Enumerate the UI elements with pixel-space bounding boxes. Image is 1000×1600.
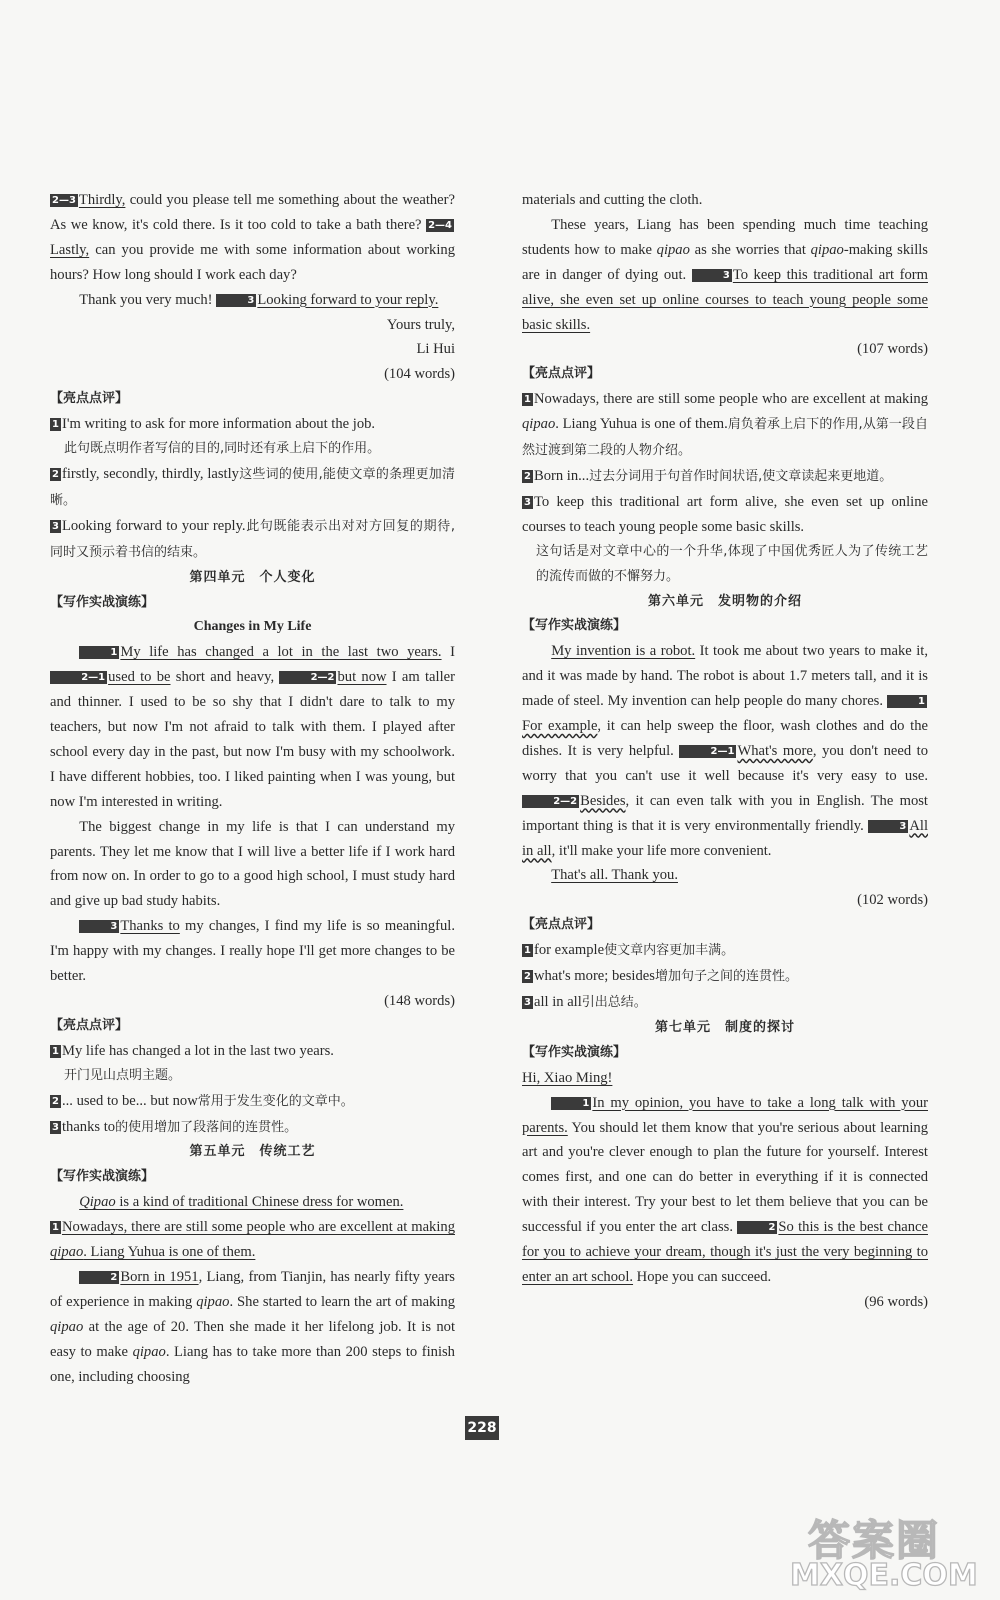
word-count: (104 words) [384,366,455,383]
letter-paragraph-1: 2—3 Thirdly, could you please tell me something about the weather? As we know, it's cold there. Is it too cold to take a bath there? 2—4Lastly, can you provide me with some information about working hours? How long should I work each day? [50,192,455,283]
review-item: 3 all in all引出总结。 [524,994,647,1010]
watermark-logo: 答案圈 [808,1516,941,1565]
marker-tag: 2—3 [52,195,76,206]
practice-header: 【写作实战演练】 [50,1169,155,1185]
review-item-zh: 这句话是对文章中心的一个升华,体现了中国优秀匠人为了传统工艺的流传而做的不懈努力。 [536,543,928,584]
watermark [790,1508,980,1594]
review-header: 【亮点点评】 [50,391,129,407]
essay-title: Changes in My Life [193,619,312,635]
practice-header: 【写作实战演练】 [522,618,627,634]
essay-paragraph: These years, Liang has been spending much time teaching students how to make qipao as she worries that qipao-making skills are in danger of dying out. 3 To keep this traditional art form alive, she even set up online courses to teach young people some basic skills. [522,216,928,333]
letter-body: 1 In my opinion, you have to take a long talk with your parents. You should let them know that you're serious about learning art and you're clever enough to plan the future for yourself. Interest comes first, and one can do better in everything if it is connected with their interest. Try your best to let them believe that you can be successful if you enter the art class. 2 So this is the best chance for you to achieve your dream, though it's just the very beginning to enter an art school. Hope you can succeed. [522,1094,928,1285]
review-item: 2 firstly, secondly, thirdly, lastly这些词的使用,能使文章的条理更加清晰。 [50,465,455,508]
practice-header: 【写作实战演练】 [522,1044,627,1060]
marker-tag: 3 [216,294,256,307]
review-item-zh: 开门见山点明主题。 [64,1067,182,1083]
review-item: 1 Nowadays, there are still some people who are excellent at making qipao. Liang Yuhua is one of them.肩负着承上启下的作用,从第一段自然过渡到第二段的人物介绍。 [522,391,928,459]
essay-paragraph: 2 Born in 1951, Liang, from Tianjin, has nearly fifty years of experience in making qipao. She started to learn the art of making qipao at the age of 20. Then she made it her lifelong job. It is not easy to make qipao. Liang has to take more than 200 steps to finish one, including choosing [50,1268,455,1385]
unit-title: 第四单元 个人变化 [189,569,316,585]
review-item: 2 Born in...过去分词用于句首作时间状语,使文章读起来更地道。 [524,467,893,484]
unit-title: 第七单元 制度的探讨 [654,1019,795,1035]
review-header: 【亮点点评】 [522,917,601,933]
essay-continuation: materials and cutting the cloth. [522,192,703,208]
review-item: 2 ... used to be... but now常用于发生变化的文章中。 [52,1092,354,1109]
word-count: (107 words) [857,341,928,358]
review-item: 1 for example使文章内容更加丰满。 [524,942,735,959]
review-item-en: 3 To keep this traditional art form alive, she even set up online courses to teach young people some basic skills. [522,493,928,535]
review-item-en: 3 Looking forward to your reply.此句既能表示出对对方回复的期待,同时又预示着书信的结束。 [50,517,455,560]
review-item-zh: 此句既点明作者写信的目的,同时还有承上启下的作用。 [64,441,381,457]
essay-paragraph-1: My invention is a robot. It took me about two years to make it, and it was made by hand. The robot is about 1.7 meters tall, and it is made of steel. My invention can help people do many chores. 1For example, it can help sweep the floor, wash clothes and do the dishes. It is very helpful. 2—1 What's more, you don't need to worry that you can't use it well because it's very easy to use. 2—2 Besides, it can even talk with you in English. The most important thing is that it is very environmentally friendly. 3 All in all, it'll make your life more convenient. [522,643,929,859]
letter-paragraph-2: Thank you very much! 3 Looking forward to your reply. [79,291,439,308]
review-item: 2 what's more; besides增加句子之间的连贯性。 [524,968,798,985]
review-item: 3 thanks to的使用增加了段落间的连贯性。 [52,1118,298,1135]
review-item-en: 1 I'm writing to ask for more information about the job. [52,416,376,433]
letter-greeting: Hi, Xiao Ming! [522,1069,613,1086]
essay-sentence-1: Qipao is a kind of traditional Chinese dress for women. [79,1194,404,1211]
word-count: (148 words) [384,993,455,1009]
essay-paragraph-2: That's all. Thank you. [551,867,678,884]
left-column [50,188,455,1390]
practice-header: 【写作实战演练】 [50,594,155,610]
marker-tag: 2—4 [428,219,452,231]
review-item-en: 1 My life has changed a lot in the last two years. [52,1042,334,1059]
essay-paragraph-1: 1 My life has changed a lot in the last two years. I 2—1 used to be short and heavy, 2—2 but now I am taller and thinner. I used to be so shy that I didn't dare to talk to my teachers, but now I'm not afraid to talk with them. I played after school every day in the past, but now I'm busy with my schoolwork. I have different hobbies, too. I liked painting when I was young, but now I'm interested in writing. [50,644,455,810]
essay-paragraph-2: The biggest change in my life is that I can understand my parents. They let me know that I will live a better life if I work hard from now on. In order to go to a good high school, I must study hard and give up bad study habits. [50,818,455,910]
review-header: 【亮点点评】 [50,1017,129,1033]
essay-sentence-2: 1 Nowadays, there are still some people who are excellent at making qipao. Liang Yuhua is one of them. [50,1219,455,1261]
letter-closing: Yours truly, [386,316,455,333]
watermark-site: MXQE.COM [790,1558,978,1593]
essay-paragraph-3: 3 Thanks to my changes, I find my life is so meaningful. I'm happy with my changes. I really hope I'll get more changes to be better. [50,918,456,985]
word-count: (102 words) [857,892,928,909]
letter-signature: Li Hui [416,341,455,358]
page-number: 228 [465,1416,499,1440]
word-count: (96 words) [864,1293,928,1310]
unit-title: 第六单元 发明物的介绍 [647,593,802,609]
unit-title: 第五单元 传统工艺 [189,1144,316,1160]
right-column [522,188,928,1315]
review-header: 【亮点点评】 [522,366,601,382]
